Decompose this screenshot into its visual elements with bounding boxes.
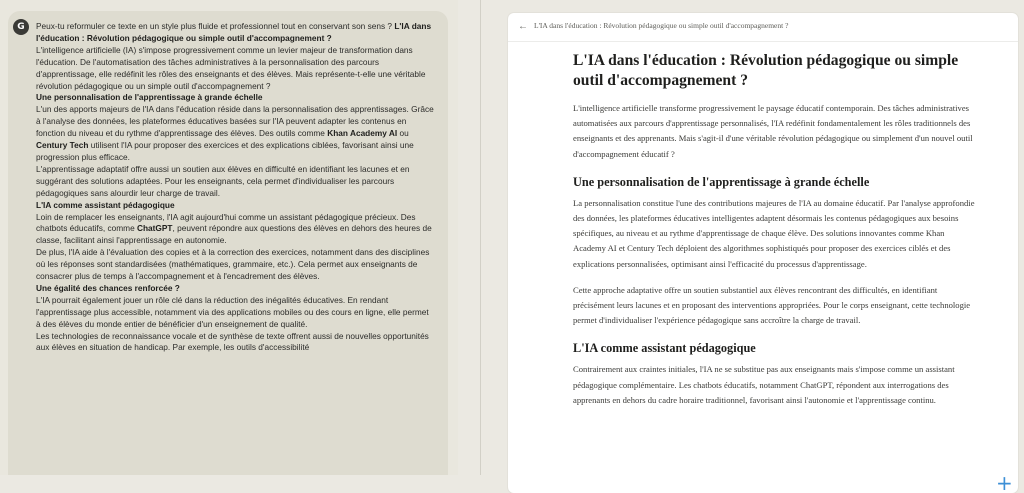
document-title: L'IA dans l'éducation : Révolution pédagogique ou simple outil d'accompagnement ? <box>573 52 959 89</box>
prompt-title: L'IA dans l'éducation : Révolution pédagogique ou simple outil d'accompagnement ? <box>36 21 432 43</box>
document-header <box>508 13 1018 42</box>
section-heading: L'IA comme assistant pédagogique <box>36 199 175 210</box>
plus-icon[interactable]: + <box>996 471 1013 493</box>
prompt-text: Peux-tu reformuler ce texte en un style plus fluide et professionnel tout en conservant son sens ? <box>36 21 395 31</box>
chat-pane <box>0 0 458 475</box>
document-body <box>573 51 975 419</box>
document-header-title: L'IA dans l'éducation : Révolution pédagogique ou simple outil d'accompagnement ? <box>534 21 789 30</box>
document-heading: L'IA comme assistant pédagogique <box>573 341 756 356</box>
paragraph: De plus, l'IA aide à l'évaluation des copies et à la correction des exercices, notamment dans des disciplines où les réponses sont standardisées (mathématiques, grammaire, etc.). Cela permet aux enseignants de consacrer plus de temps à l'accompagnement et à l'encadrement des élèves. <box>36 247 430 282</box>
pane-divider[interactable] <box>480 0 481 475</box>
paragraph: L'apprentissage adaptatif offre aussi un soutien aux élèves en difficulté en identifiant les lacunes et en suggérant des solutions adaptées. Pour les enseignants, cela permet d'individualiser les parcours pédagogiques sans alourdir leur charge de travail. <box>36 163 410 198</box>
section-heading: Une égalité des chances renforcée ? <box>36 282 180 293</box>
document-panel <box>508 13 1018 493</box>
paragraph: L'un des apports majeurs de l'IA dans l'éducation réside dans la personnalisation des apprentissages. Grâce à l'analyse des données, les plateformes éducatives basées sur l'IA peuvent adapter les contenus en fonction du niveau et du rythme d'apprentissage des élèves. Des outils comme Khan Academy AI ou Century Tech utilisent l'IA pour proposer des exercices et des explications ciblées, favorisant ainsi une progression plus efficace. <box>36 104 434 162</box>
prompt-line <box>36 21 434 45</box>
document-paragraph: Contrairement aux craintes initiales, l'IA ne se substitue pas aux enseignants mais s'impose comme un assistant pédagogique complémentaire. Les chatbots éducatifs, notamment ChatGPT, répondent aux interrogations des apprenants en dehors du cadre horaire traditionnel, favorisant ainsi l'autonomie et l'apprentissage continu. <box>573 364 955 405</box>
paragraph: Loin de remplacer les enseignants, l'IA agit aujourd'hui comme un assistant pédagogique précieux. Des chatbots éducatifs, comme ChatGPT, peuvent répondre aux questions des élèves en dehors des heures de classe, facilitant ainsi l'apprentissage en autonomie. <box>36 211 432 246</box>
document-paragraph: Cette approche adaptative offre un soutien substantiel aux élèves rencontrant des difficultés, en identifiant précisément leurs lacunes et en proposant des interventions appropriées. Pour le corps enseignant, cette technologie permet d'individualiser l'expérience pédagogique sans accroître la charge de travail. <box>573 284 971 326</box>
document-intro: L'intelligence artificielle transforme progressivement le paysage éducatif contemporain. Des tâches administratives automatisées aux parcours d'apprentissage personnalisés, l'IA redéfinit fondamentalement les rôles traditionnels des enseignants et des apprenants. Mais s'agit-il d'une véritable révolution pédagogique ou simplement d'un nouvel outil d'accompagnement éducatif ? <box>573 103 973 159</box>
user-message-text <box>36 21 434 354</box>
document-paragraph: La personnalisation constitue l'une des contributions majeures de l'IA au domaine éducatif. Par l'analyse approfondie des données, les plateformes éducatives intelligentes adaptent désormais les contenus pédagogiques aux besoins spécifiques, au niveau et au rythme d'apprentissage de chaque élève. Des solutions innovantes comme Khan Academy AI et Century Tech déploient des algorithmes sophistiqués pour proposer des exercices ciblés et des explications personnalisées, optimisant ainsi l'efficacité du processus d'apprentissage. <box>573 197 975 269</box>
document-heading: Une personnalisation de l'apprentissage à grande échelle <box>573 174 870 189</box>
paragraph: Les technologies de reconnaissance vocale et de synthèse de texte offrent aussi de nouvelles opportunités aux élèves en situation de handicap. Par exemple, les outils d'accessibilité <box>36 330 429 353</box>
arrow-left-icon[interactable]: ← <box>518 21 528 32</box>
section-heading: Une personnalisation de l'apprentissage à grande échelle <box>36 92 263 103</box>
user-message <box>8 11 448 475</box>
paragraph: L'IA pourrait également jouer un rôle clé dans la réduction des inégalités éducatives. En rendant l'apprentissage plus accessible, notamment via des applications mobiles ou des cours en ligne, elle permet à des élèves du monde entier de bénéficier d'un enseignement de qualité. <box>36 294 429 329</box>
user-avatar: G <box>13 19 29 35</box>
intro-paragraph: L'intelligence artificielle (IA) s'impose progressivement comme un levier majeur de transformation dans l'éducation. De l'automatisation des tâches administratives à la personnalisation des parcours d'apprentissage, elle redéfinit les rôles des enseignants et des élèves. Mais représente-t-elle une véritable révolution pédagogique ou un simple outil d'accompagnement ? <box>36 44 426 91</box>
